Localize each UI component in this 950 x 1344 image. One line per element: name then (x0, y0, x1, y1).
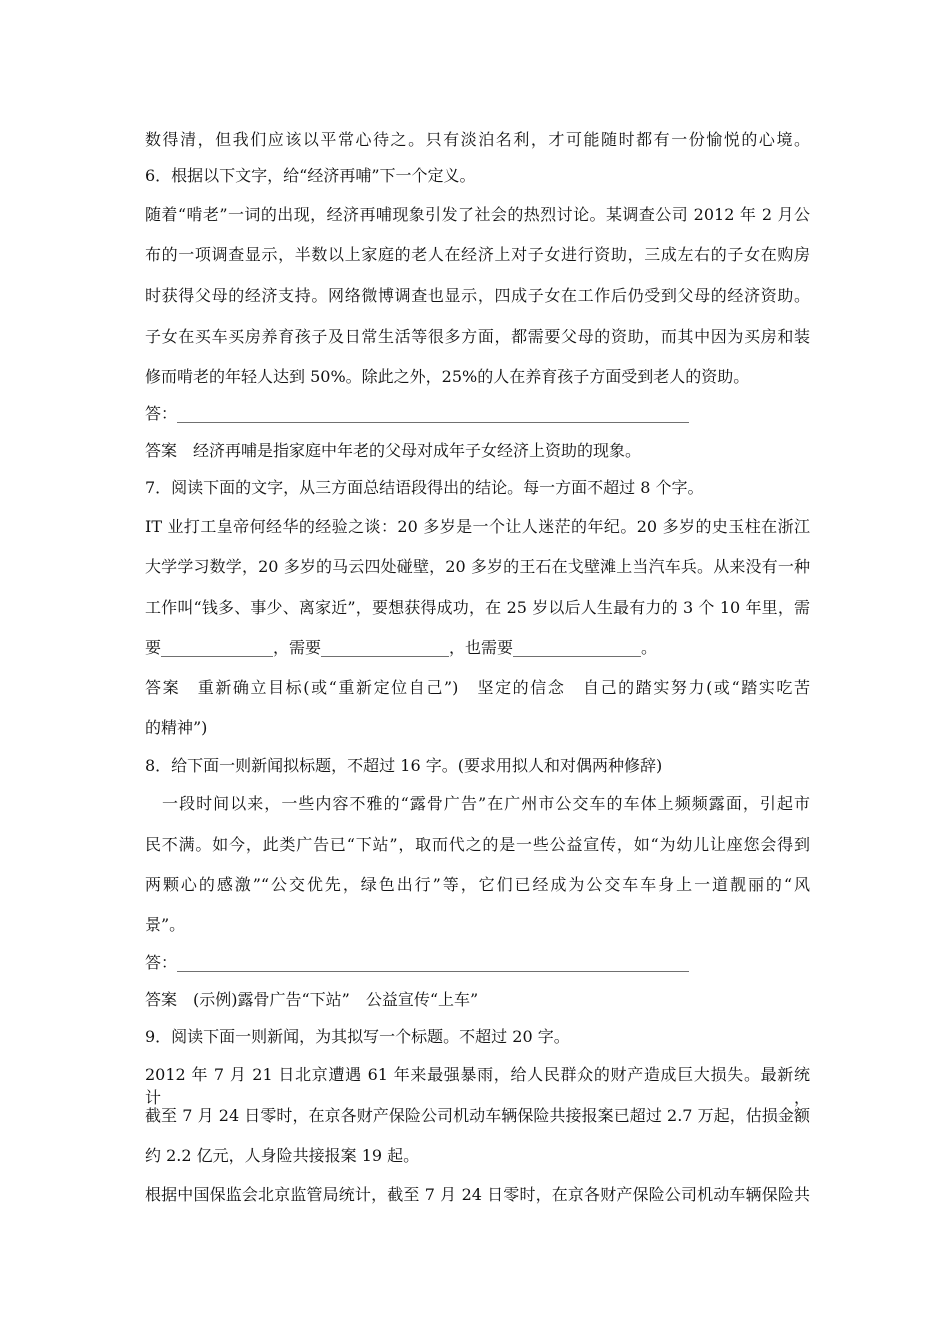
text-line: 子女在买车买房养育孩子及日常生活等很多方面，都需要父母的资助，而其中因为买房和装 (145, 327, 810, 346)
text-line: 随着“啃老”一词的出现，经济再哺现象引发了社会的热烈讨论。某调查公司 2012 年 2 月公 (145, 205, 810, 224)
text-line: 景”。 (145, 915, 186, 934)
text-line: 民不满。如今，此类广告已“下站”，取而代之的是一些公益宣传，如“为幼儿让座您会得到 (145, 835, 810, 854)
text-line: 修而啃老的年轻人达到 50%。除此之外，25%的人在养育孩子方面受到老人的资助。 (145, 367, 750, 386)
text-line: 2012 年 7 月 21 日北京遭遇 61 年来最强暴雨，给人民群众的财产造成巨大损失。最新统计， (145, 1065, 810, 1107)
text-line: 根据中国保监会北京监管局统计，截至 7 月 24 日零时，在京各财产保险公司机动车辆保险共 (145, 1185, 810, 1204)
text-line: 约 2.2 亿元，人身险共接报案 19 起。 (145, 1146, 420, 1165)
text-line: 工作叫“钱多、事少、离家近”，要想获得成功，在 25 岁以后人生最有力的 3 个 10 年里，需 (145, 598, 810, 617)
text-line: IT 业打工皇帝何经华的经验之谈：20 多岁是一个让人迷茫的年纪。20 多岁的史玉柱在浙江 (145, 517, 810, 536)
text-line: 的精神”) (145, 718, 208, 737)
question-6: 6．根据以下文字，给“经济再哺”下一个定义。 (145, 166, 476, 185)
answer-blank: 答：________________________________________________________________ (145, 404, 690, 423)
text-line: 一段时间以来，一些内容不雅的“露骨广告”在广州市公交车的车体上频频露面，引起市 (145, 794, 810, 813)
answer-7: 答案 重新确立目标(或“重新定位自己”) 坚定的信念 自己的踏实努力(或“踏实吃苦 (145, 678, 810, 697)
answer-6: 答案 经济再哺是指家庭中年老的父母对成年子女经济上资助的现象。 (145, 441, 642, 460)
question-9: 9．阅读下面一则新闻，为其拟写一个标题。不超过 20 字。 (145, 1027, 570, 1046)
text-line: 数得清，但我们应该以平常心待之。只有淡泊名利，才可能随时都有一份愉悦的心境。 (145, 130, 810, 149)
text-line: 布的一项调查显示，半数以上家庭的老人在经济上对子女进行资助，三成左右的子女在购房 (145, 245, 810, 264)
answer-blank: 答：________________________________________________________________ (145, 953, 690, 972)
question-7: 7．阅读下面的文字，从三方面总结语段得出的结论。每一方面不超过 8 个字。 (145, 478, 704, 497)
text-line: 要______________，需要________________，也需要________________。 (145, 638, 658, 657)
text-line: 时获得父母的经济支持。网络微博调查也显示，四成子女在工作后仍受到父母的经济资助。 (145, 286, 810, 305)
text-line: 截至 7 月 24 日零时，在京各财产保险公司机动车辆保险共接报案已超过 2.7 万起，估损金额 (145, 1106, 810, 1125)
answer-8: 答案 (示例)露骨广告“下站” 公益宣传“上车” (145, 990, 479, 1009)
text-line: 两颗心的感激”“公交优先，绿色出行”等，它们已经成为公交车车身上一道靓丽的“风 (145, 875, 810, 894)
question-8: 8．给下面一则新闻拟标题，不超过 16 字。(要求用拟人和对偶两种修辞) (145, 756, 663, 775)
text-line: 大学学习数学，20 多岁的马云四处碰壁，20 多岁的王石在戈壁滩上当汽车兵。从来没有一种 (145, 557, 810, 576)
